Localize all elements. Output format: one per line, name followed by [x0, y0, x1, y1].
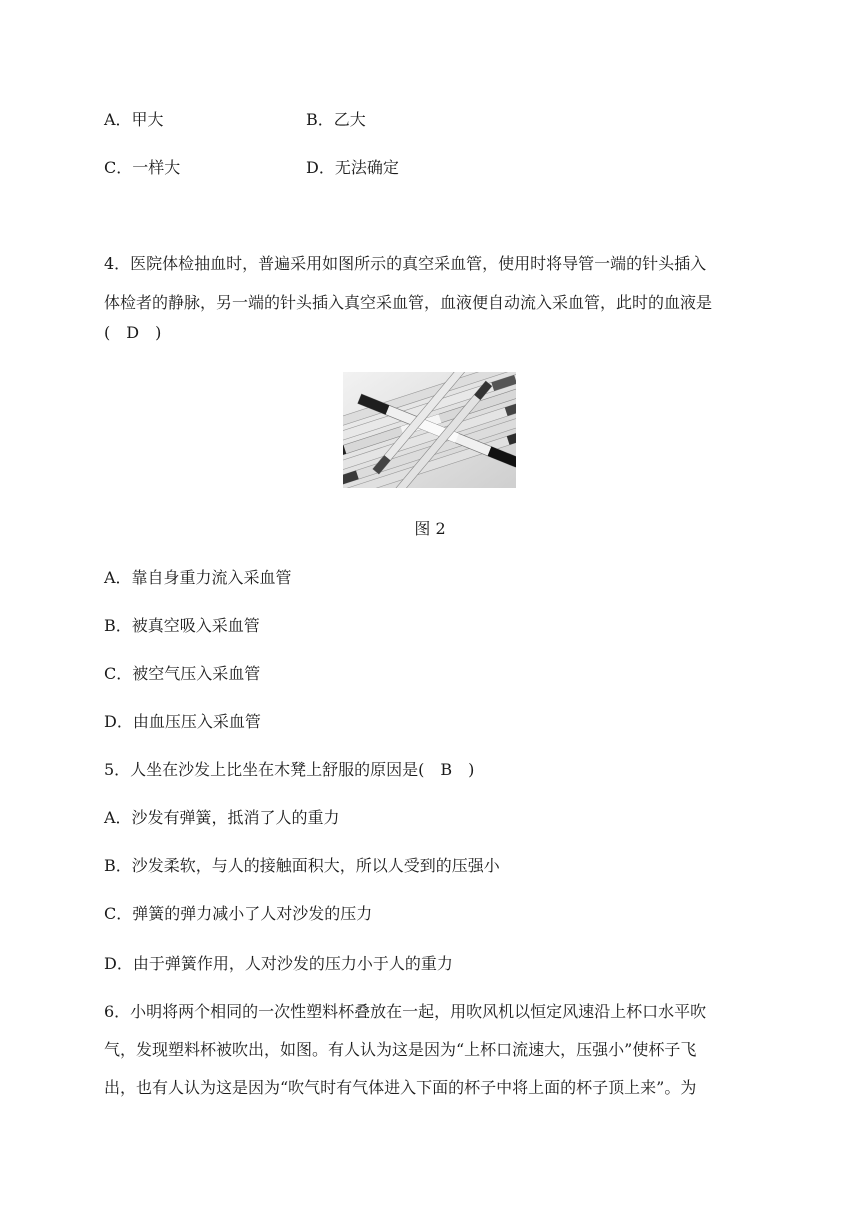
q5-option-a: A．沙发有弹簧，抵消了人的重力	[104, 808, 340, 827]
q3-option-a: A．甲大	[104, 110, 164, 129]
tubes-illustration	[343, 372, 516, 488]
q4-option-d: D．由血压压入采血管	[104, 712, 261, 731]
q6-line2: 气，发现塑料杯被吹出，如图。有人认为这是因为“上杯口流速大，压强小”使杯子飞	[104, 1040, 697, 1059]
q3-option-d: D．无法确定	[306, 158, 399, 177]
q6-line1: 6．小明将两个相同的一次性塑料杯叠放在一起，用吹风机以恒定风速沿上杯口水平吹	[104, 1002, 707, 1021]
q5-option-c: C．弹簧的弹力减小了人对沙发的压力	[104, 904, 373, 923]
q5-option-b: B．沙发柔软，与人的接触面积大，所以人受到的压强小	[104, 856, 500, 875]
q4-option-c: C．被空气压入采血管	[104, 664, 261, 683]
q3-option-b: B．乙大	[306, 110, 366, 129]
q5-option-d: D．由于弹簧作用，人对沙发的压力小于人的重力	[104, 954, 453, 973]
q4-stem-line2: 体检者的静脉，另一端的针头插入真空采血管，血液便自动流入采血管，此时的血液是	[104, 293, 713, 312]
q4-option-b: B．被真空吸入采血管	[104, 616, 260, 635]
q6-line3: 出，也有人认为这是因为“吹气时有气体进入下面的杯子中将上面的杯子顶上来”。为	[104, 1078, 697, 1097]
q3-option-c: C．一样大	[104, 158, 181, 177]
figure-caption: 图 2	[414, 519, 446, 538]
q4-stem-line1: 4．医院体检抽血时，普遍采用如图所示的真空采血管，使用时将导管一端的针头插入	[104, 254, 707, 273]
q4-option-a: A．靠自身重力流入采血管	[104, 568, 292, 587]
q4-answer: ( D )	[104, 323, 162, 342]
blood-collection-tubes-photo	[343, 372, 516, 488]
q5-stem: 5．人坐在沙发上比坐在木凳上舒服的原因是( B )	[104, 760, 475, 779]
